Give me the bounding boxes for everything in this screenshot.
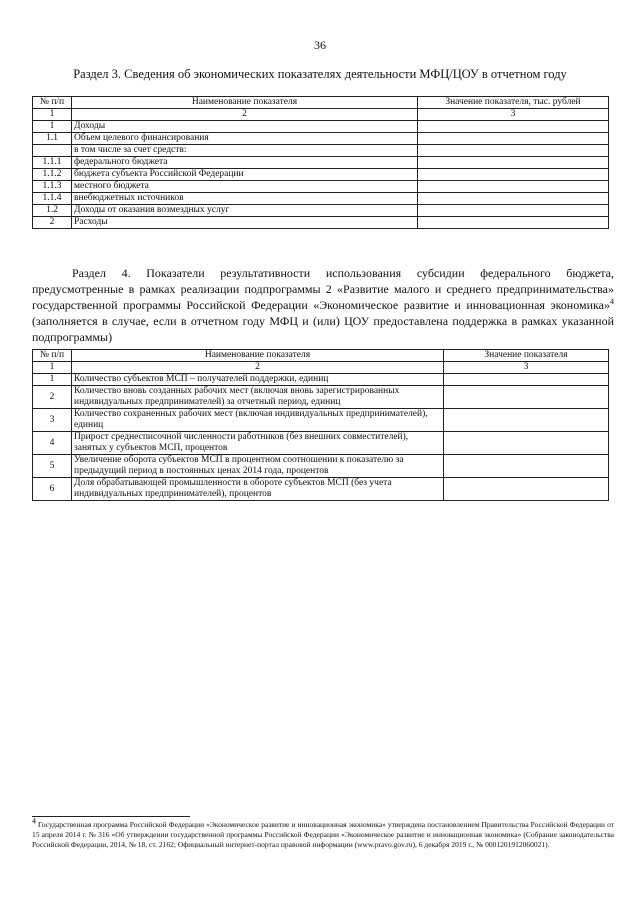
table-row (33, 157, 609, 169)
table-header-row (33, 350, 609, 362)
row-value-cell[interactable] (418, 193, 609, 205)
row-num: 5 (33, 455, 72, 478)
table-row (33, 217, 609, 229)
page-number: 36 (314, 38, 326, 52)
row-name: Объем целевого финансирования (72, 133, 418, 145)
row-name: Увеличение оборота субъектов МСП в процентном соотношении к показателю за предыдущий период в постоянных ценах 2014 года, процентов (72, 455, 444, 478)
row-num: 1.1.3 (33, 181, 72, 193)
row-value-cell[interactable] (418, 157, 609, 169)
row-num: 1.1 (33, 133, 72, 145)
header-name: Наименование показателя (72, 350, 444, 362)
table-row (33, 181, 609, 193)
row-value-cell[interactable] (418, 133, 609, 145)
numbering-row (33, 109, 609, 121)
row-value-cell[interactable] (418, 145, 609, 157)
header-name: Наименование показателя (72, 97, 418, 109)
row-value-cell[interactable] (418, 121, 609, 133)
row-name: федерального бюджета (72, 157, 418, 169)
numbering-cell: 2 (72, 362, 444, 374)
row-num: 4 (33, 432, 72, 455)
row-value-cell[interactable] (444, 478, 609, 501)
header-value: Значение показателя, тыс. рублей (418, 97, 609, 109)
table-row (33, 374, 609, 386)
numbering-cell: 3 (418, 109, 609, 121)
row-name: Доля обрабатывающей промышленности в обороте субъектов МСП (без учета индивидуальных предпринимателей), процентов (72, 478, 444, 501)
header-num: № п/п (33, 97, 72, 109)
table-row (33, 455, 609, 478)
row-num (33, 145, 72, 157)
row-num: 1 (33, 121, 72, 133)
section4-title (32, 265, 614, 345)
table-row (33, 432, 609, 455)
row-num: 6 (33, 478, 72, 501)
numbering-row (33, 362, 609, 374)
row-name: Доходы (72, 121, 418, 133)
row-value-cell[interactable] (418, 217, 609, 229)
table-row (33, 133, 609, 145)
row-name: Количество сохраненных рабочих мест (включая индивидуальных предпринимателей), единиц (72, 409, 444, 432)
footnote-divider (32, 816, 190, 817)
numbering-cell: 3 (444, 362, 609, 374)
row-num: 1.1.4 (33, 193, 72, 205)
footnote-text: Государственная программа Российской Федерации «Экономическое развитие и инновационная экономика» утверждена постановлением Правительства Российской Федерации от 15 апреля 2014 г. № 316 «Об утверждении государственной программы Российской Федерации «Экономическое развитие и инновационная экономика» (Собрание законодательства Российской Федерации, 2014, № 18, ст. 2162; Официальный интернет-портал правовой информации (www.pravo.gov.ru), 6 декабря 2019 г., № 0001201912060021). (32, 820, 614, 849)
row-value-cell[interactable] (444, 432, 609, 455)
header-num: № п/п (33, 350, 72, 362)
table-row (33, 205, 609, 217)
table-row (33, 386, 609, 409)
numbering-cell: 1 (33, 362, 72, 374)
footnote-ref[interactable]: 4 (610, 297, 614, 306)
row-name: местного бюджета (72, 181, 418, 193)
row-num: 2 (33, 386, 72, 409)
row-name: внебюджетных источников (72, 193, 418, 205)
row-value-cell[interactable] (444, 409, 609, 432)
row-value-cell[interactable] (444, 455, 609, 478)
table-row (33, 145, 609, 157)
table-row (33, 478, 609, 501)
footnote-mark: 4 (32, 816, 36, 826)
row-num: 1.1.2 (33, 169, 72, 181)
footnote (32, 816, 614, 850)
row-name: Прирост среднесписочной численности работников (без внешних совместителей), занятых у субъектов МСП, процентов (72, 432, 444, 455)
table-row (33, 409, 609, 432)
row-name: бюджета субъекта Российской Федерации (72, 169, 418, 181)
row-name: в том числе за счет средств: (72, 145, 418, 157)
numbering-cell: 2 (72, 109, 418, 121)
table-row (33, 193, 609, 205)
row-value-cell[interactable] (418, 169, 609, 181)
section3-title: Раздел 3. Сведения об экономических показателях деятельности МФЦ/ЦОУ в отчетном году (73, 67, 567, 81)
section4-title-text: Раздел 4. Показатели результативности использования субсидии федерального бюджета, предусмотренные в рамках реализации подпрограммы 2 «Развитие малого и среднего предпринимательства» государственной программы Российской Федерации «Экономическое развитие и инновационная экономика» (32, 266, 614, 312)
row-num: 1 (33, 374, 72, 386)
row-num: 3 (33, 409, 72, 432)
table-header-row (33, 97, 609, 109)
table-row (33, 121, 609, 133)
row-value-cell[interactable] (418, 205, 609, 217)
row-value-cell[interactable] (418, 181, 609, 193)
row-num: 1.1.1 (33, 157, 72, 169)
row-value-cell[interactable] (444, 374, 609, 386)
row-name: Расходы (72, 217, 418, 229)
section4-title-tail: (заполняется в случае, если в отчетном году МФЦ и (или) ЦОУ предоставлена поддержка в рамках указанной подпрограммы) (32, 314, 614, 344)
row-num: 2 (33, 217, 72, 229)
row-name: Количество вновь созданных рабочих мест (включая вновь зарегистрированных индивидуальных предпринимателей) за отчетный период, единиц (72, 386, 444, 409)
numbering-cell: 1 (33, 109, 72, 121)
row-num: 1.2 (33, 205, 72, 217)
row-name: Доходы от оказания возмездных услуг (72, 205, 418, 217)
row-value-cell[interactable] (444, 386, 609, 409)
economic-indicators-table (32, 96, 609, 229)
row-name: Количество субъектов МСП – получателей поддержки, единиц (72, 374, 444, 386)
performance-indicators-table (32, 349, 609, 501)
table-row (33, 169, 609, 181)
header-value: Значение показателя (444, 350, 609, 362)
